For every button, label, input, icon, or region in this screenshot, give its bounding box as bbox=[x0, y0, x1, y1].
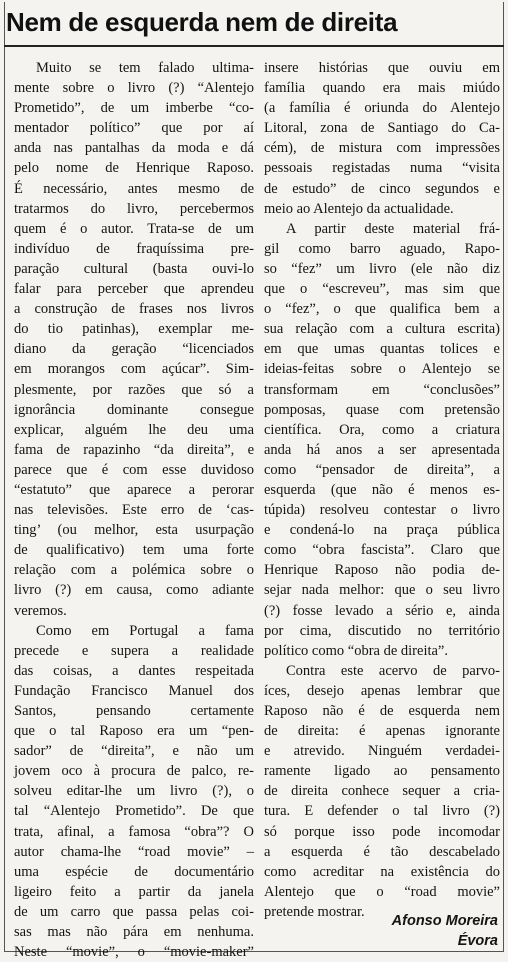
text-line: como “obra fascista”. Claro que bbox=[264, 542, 500, 559]
text-line: solveu editar-lhe um livro (?), o bbox=[14, 783, 254, 800]
text-line: como “pensador de direita”, a bbox=[264, 461, 500, 478]
text-line: o “fez”, o que qualifica bem a bbox=[264, 301, 500, 318]
text-line: só porque isso pode incomodar bbox=[264, 823, 500, 840]
text-line: transformam em “conclusões” bbox=[264, 381, 500, 398]
text-line: livro (?) em causa, como adiante bbox=[14, 582, 254, 599]
article-title: Nem de esquerda nem de direita bbox=[6, 7, 398, 37]
article-column-left bbox=[14, 58, 254, 962]
text-line: científica. Ora, como a criatura bbox=[264, 421, 500, 438]
text-line: sua relação com a cultura escrita) bbox=[264, 321, 500, 338]
text-line: Prometido”, de um imberbe “co- bbox=[14, 100, 254, 117]
title-rule bbox=[4, 45, 504, 47]
text-line: insere histórias que ouviu em bbox=[264, 60, 500, 76]
text-line: e atrevido. Ninguém verdadei- bbox=[264, 743, 500, 760]
text-line: Contra este acervo de parvo- bbox=[286, 662, 500, 679]
text-line: quem é o autor. Trata-se de um bbox=[14, 220, 254, 237]
text-line: de um carro que passa pelas coi- bbox=[14, 903, 254, 920]
text-line: cém), de mistura com impressões bbox=[264, 140, 500, 157]
text-line: “estatuto” que aparece a perorar bbox=[14, 481, 254, 498]
text-line: de direita conhece sequer a cria- bbox=[264, 783, 500, 800]
text-line: de estudo” de cinco segundos e bbox=[264, 180, 500, 197]
text-line: Muito se tem falado ultima- bbox=[36, 60, 254, 76]
text-line: a construção de frases nos livros bbox=[14, 301, 254, 318]
text-line: de direita: é apenas ignorante bbox=[264, 723, 500, 740]
text-line: (a família é oriunda do Alentejo bbox=[264, 100, 500, 117]
text-line: parece que é com esse duvidoso bbox=[14, 461, 254, 478]
text-line: Litoral, zona de Santiago do Ca- bbox=[264, 120, 500, 137]
text-line: por cima, discutido no território bbox=[264, 622, 500, 639]
text-line: pretende mostrar. bbox=[264, 903, 365, 920]
text-line: Raposo não é de esquerda nem bbox=[264, 703, 500, 719]
text-line: diano da geração “licenciados bbox=[14, 341, 254, 358]
text-line: anda há anos a ser apresentada bbox=[264, 441, 500, 458]
text-line: de qualificativo) tem uma forte bbox=[14, 542, 254, 559]
text-line: ignorância dominante consegue bbox=[14, 401, 254, 418]
text-line: meio ao Alentejo da actualidade. bbox=[264, 200, 454, 217]
text-line: do tio patinhas), exemplar me- bbox=[14, 321, 254, 338]
text-line: plesmente, por razões que só a bbox=[14, 381, 254, 398]
text-line: Henrique Raposo não podia de- bbox=[264, 562, 500, 579]
text-line: Alentejo que o “road movie” bbox=[264, 883, 500, 900]
text-line: A partir deste material frá- bbox=[286, 220, 500, 237]
text-line: veremos. bbox=[14, 602, 67, 619]
text-line: das coisas, a dantes respeitada bbox=[14, 662, 254, 679]
article-column-right bbox=[264, 58, 500, 922]
text-line: anda nas pantalhas da moda e dá bbox=[14, 140, 254, 157]
text-line: nas televisões. Este erro de ‘cas- bbox=[14, 502, 254, 519]
text-line: em morangos com açúcar”. Sim- bbox=[14, 361, 254, 378]
text-line: É necessário, antes mesmo de bbox=[14, 180, 254, 197]
text-line: trata, afinal, a famosa “obra”? O bbox=[14, 823, 254, 840]
text-line: Como em Portugal a fama bbox=[36, 622, 254, 639]
text-line: íces, desejo apenas lembrar que bbox=[264, 682, 500, 699]
text-line: precede e supera a realidade bbox=[14, 642, 254, 659]
author-signature: Afonso Moreira bbox=[391, 913, 498, 929]
author-location: Évora bbox=[457, 933, 498, 949]
text-line: so “fez” um livro (ele não diz bbox=[264, 260, 500, 277]
text-line: esquerda (que não é menos es- bbox=[264, 481, 500, 498]
text-line: uma espécie de documentário bbox=[14, 863, 254, 880]
text-line: paração cultural (basta ouvi-lo bbox=[14, 260, 254, 277]
text-line: gil como barro aguado, Rapo- bbox=[264, 240, 500, 257]
text-line: sas mas não pára em nenhuma. bbox=[14, 924, 254, 941]
text-line: túpida) resolveu contestar o livro bbox=[264, 502, 500, 519]
text-line: ideias-feitas sobre o Alentejo se bbox=[264, 361, 500, 378]
text-line: falar para perceber que aprendeu bbox=[14, 281, 254, 298]
text-line: autor chama-lhe “road movie” – bbox=[14, 843, 254, 860]
text-line: explicar, alguém lhe deu uma bbox=[14, 421, 254, 438]
text-line: tal “Alentejo Prometido”. De que bbox=[14, 803, 254, 820]
text-line: ligeiro feito a partir da janela bbox=[14, 883, 254, 900]
text-line: que o “escreveu”, mas sim que bbox=[264, 281, 500, 298]
text-line: tura. E defender o tal livro (?) bbox=[264, 803, 500, 820]
text-line: sador” de “direita”, e não um bbox=[14, 743, 254, 760]
text-line: a esquerda é tão descabelado bbox=[264, 843, 500, 860]
text-line: pessoais registadas numa “visita bbox=[264, 160, 500, 177]
text-line: mentador político” que por aí bbox=[14, 120, 254, 137]
text-line: como acreditar na existência do bbox=[264, 863, 500, 880]
text-line: relação com a polémica sobre o bbox=[14, 562, 254, 579]
text-line: em que umas quantas tolices e bbox=[264, 341, 500, 358]
text-line: sejar nada melhor: que o seu livro bbox=[264, 582, 500, 599]
text-line: ramente ligado ao pensamento bbox=[264, 763, 500, 780]
text-line: jovem oco à procura de palco, re- bbox=[14, 763, 254, 780]
text-line: pelo nome de Henrique Raposo. bbox=[14, 160, 254, 177]
text-line: (?) fosse levado a sério e, ainda bbox=[264, 602, 500, 619]
text-line: Santos, pensando certamente bbox=[14, 703, 254, 719]
text-line: mente sobre o livro (?) “Alentejo bbox=[14, 80, 254, 97]
text-line: Neste “movie”, o “movie-maker” bbox=[14, 944, 254, 961]
text-line: político como “obra de direita”. bbox=[264, 642, 448, 659]
text-line: Fundação Francisco Manuel dos bbox=[14, 682, 254, 699]
text-line: indivíduo de fraquíssima pre- bbox=[14, 240, 254, 257]
text-line: fama de rapazinho “da direita”, e bbox=[14, 441, 254, 458]
text-line: tratarmos do livro, percebermos bbox=[14, 200, 254, 217]
text-line: e condená-lo na praça pública bbox=[264, 522, 500, 539]
text-line: que o tal Raposo era um “pen- bbox=[14, 723, 254, 740]
text-line: ting’ (ou melhor, esta usurpação bbox=[14, 522, 254, 539]
text-line: família quando era mais miúdo bbox=[264, 80, 500, 97]
text-line: pomposas, quase com pretensão bbox=[264, 401, 500, 418]
